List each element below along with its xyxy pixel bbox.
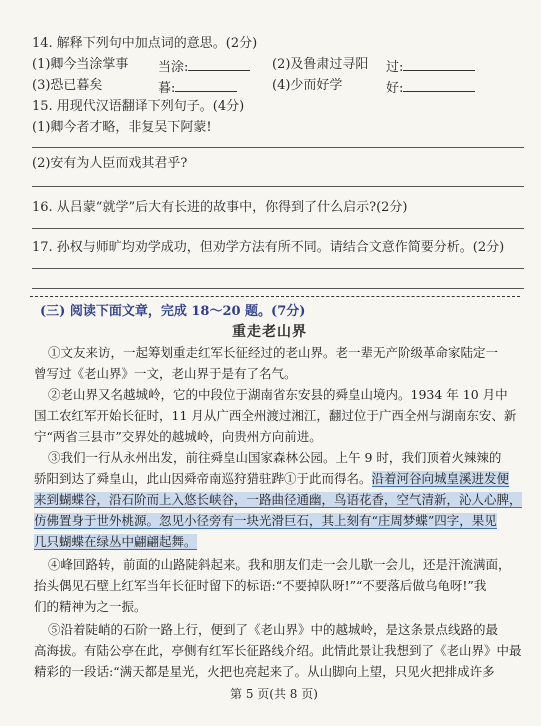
para-1-line-1: ①文友来访，一起筹划重走红军长征经过的老山界。老一辈无产阶级革命家陆定一 xyxy=(48,345,499,360)
para-5-line-3: 精彩的一段话:“满天都是星光，火把也亮起来了。从山脚向上望，只见火把排成许多 xyxy=(34,664,495,679)
q14-answer-4[interactable] xyxy=(386,79,475,95)
q14-blank-1[interactable] xyxy=(188,58,250,71)
q17-answer-line-2[interactable] xyxy=(32,288,524,289)
para-2-line-3: 宁“两省三县市”交界处的越城岭，向贵州方向前进。 xyxy=(34,429,322,444)
q14-item-3 xyxy=(32,79,102,92)
para-4-line-2: 抬头偶见石壁上红军当年长征时留下的标语:“不要掉队呀!”“不要落后做乌龟呀!”我 xyxy=(34,578,487,593)
para-3-line-1: ③我们一行从永州出发，前往舜皇山国家森林公园。上午 9 时，我们顶着火辣辣的 xyxy=(48,450,502,465)
q14-item-2 xyxy=(272,58,368,71)
para-3-line-2-text: 骄阳到达了舜皇山，此山因舜帝南巡狩猎驻跸①于此而得名。 xyxy=(34,471,372,486)
para-4-line-1: ④峰回路转，前面的山路陡斜起来。我和朋友们走一会儿歇一会儿，还是汗流满面， xyxy=(48,557,511,572)
para-3-line-2 xyxy=(34,473,509,486)
section-3-heading: (三) 阅读下面文章，完成 18～20 题。(7分) xyxy=(40,304,306,319)
q14-sentence-1: (1)卿今当涂掌事 xyxy=(32,57,129,72)
q14-answer-1[interactable] xyxy=(158,58,250,74)
q14-label-2: 过: xyxy=(386,60,404,75)
q14-title: 14. 解释下列句中加点词的意思。(2分) xyxy=(32,36,258,51)
highlighted-passage-start: 沿着河谷向城皇溪进发便 xyxy=(371,471,510,486)
para-5-line-2: 高海拔。有陆公亭在此，亭侧有红军长征路线介绍。此情此景让我想到了《老山界》中最 xyxy=(34,643,522,658)
q16-answer-line[interactable] xyxy=(32,228,524,229)
q14-blank-3[interactable] xyxy=(175,79,237,92)
highlighted-passage-end: 几只蝴蝶在绿丛中翩翩起舞。 xyxy=(34,534,197,549)
q15-answer-line-1[interactable] xyxy=(32,147,524,148)
q14-label-1: 当涂: xyxy=(158,60,189,75)
highlighted-passage: 仿佛置身于世外桃源。忽见小径旁有一块光滑巨石，其上刻有“庄周梦蝶”四字，果见 xyxy=(34,513,497,528)
para-2-line-1: ②老山界又名越城岭，它的中段位于湖南省东安县的舜皇山境内。1934 年 10 月中 xyxy=(48,387,508,402)
q14-sentence-4: (4)少而好学 xyxy=(272,78,343,93)
q14-blank-2[interactable] xyxy=(403,58,475,71)
para-2-line-2: 国工农红军开始长征时，11 月从广西全州渡过湘江，翻过位于广西全州与湖南东安、新 xyxy=(34,408,517,423)
highlighted-passage: 来到蝴蝶谷，沿石阶而上入悠长峡谷，一路曲径通幽，鸟语花香，空气清新，沁人心脾， xyxy=(34,492,522,507)
para-5-line-1: ⑤沿着陡峭的石阶一路上行，便到了《老山界》中的越城岭，是这条景点线路的最 xyxy=(48,622,499,637)
story-title: 重走老山界 xyxy=(232,324,307,340)
q14-sentence-3: (3)恐已暮矣 xyxy=(32,78,103,93)
q15-answer-line-2[interactable] xyxy=(32,186,524,187)
q14-item-4 xyxy=(272,79,342,92)
para-3-line-5 xyxy=(34,536,197,549)
q14-answer-2[interactable] xyxy=(386,58,475,74)
q14-label-3: 暮: xyxy=(158,81,176,96)
q14-item-1 xyxy=(32,58,128,71)
para-3-line-3 xyxy=(34,494,522,507)
para-3-line-4 xyxy=(34,515,497,528)
q14-label-4: 好: xyxy=(386,81,404,96)
para-4-line-3: 们的精神为之一振。 xyxy=(34,599,147,614)
q14-blank-4[interactable] xyxy=(403,79,475,92)
page-number: 第 5 页(共 8 页) xyxy=(230,687,318,701)
q14-answer-3[interactable] xyxy=(158,79,237,95)
q16-question: 16. 从吕蒙“就学”后大有长进的故事中，你得到了什么启示?(2分) xyxy=(32,200,408,215)
section-divider xyxy=(30,296,520,297)
q17-answer-line-1[interactable] xyxy=(32,268,524,269)
q17-question: 17. 孙权与师旷均劝学成功，但劝学方法有所不同。请结合文意作简要分析。(2分) xyxy=(32,240,505,255)
q15-sentence-1: (1)卿今者才略，非复吴下阿蒙! xyxy=(32,120,212,135)
para-1-line-2: 曾写过《老山界》一文，老山界于是有了名气。 xyxy=(34,366,297,381)
q15-title: 15. 用现代汉语翻译下列句子。(4分) xyxy=(32,99,245,114)
q15-sentence-2: (2)安有为人臣而戏其君乎? xyxy=(32,156,188,171)
q14-sentence-2: (2)及鲁肃过寻阳 xyxy=(272,57,369,72)
